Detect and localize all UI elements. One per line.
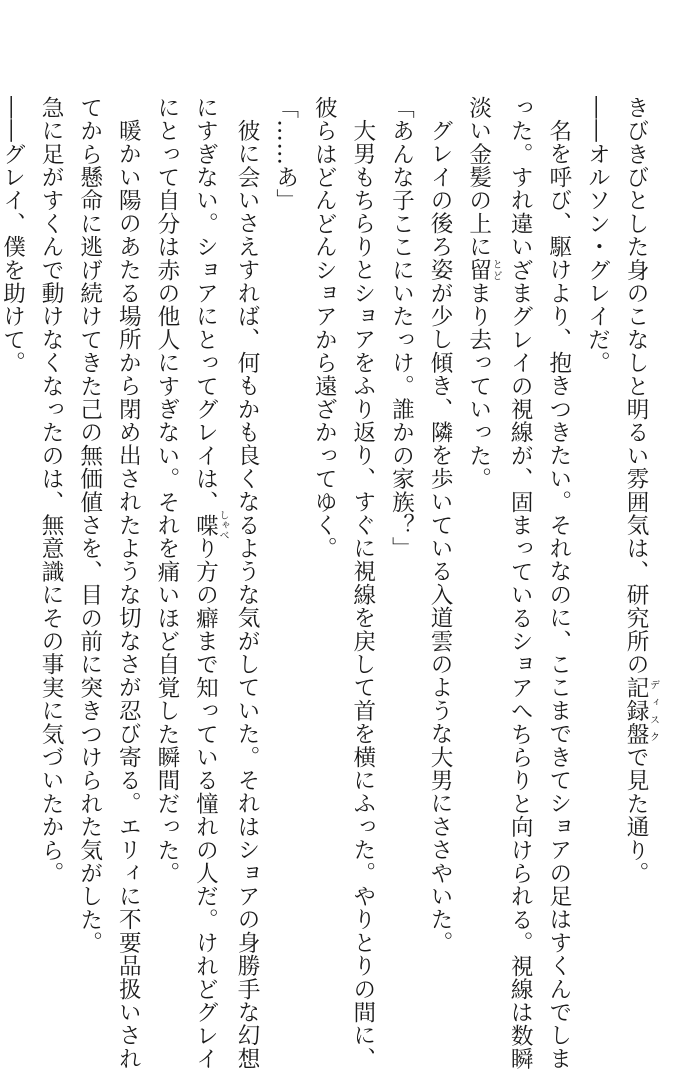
text-line: 急に足がすくんで動けなくなったのは、無意識にその事実に気づいたから。 xyxy=(38,96,65,885)
ruby-annotation: 記録盤ディスク xyxy=(623,676,659,746)
text-line: にとって自分は赤の他人にすぎない。それを痛いほど自覚した瞬間だった。 xyxy=(153,96,180,885)
text-line: 大男もちらりとショアをふり返り、すぐに視線を戻して首を横にふった。やりとりの間に、 xyxy=(349,118,376,1070)
text-line: 彼に会いさえすれば、何もかも良くなるような気がしていた。それはショアの身勝手な幻想 xyxy=(234,118,261,1070)
dialogue-line: 「……あ」 xyxy=(272,96,299,212)
text-line: 名を呼び、駆けより、抱きつきたい。それなのに、ここまできてショアの足はすくんでしま xyxy=(545,118,572,1070)
ruby-annotation: 留とど xyxy=(465,258,502,282)
dialogue-line: 「あんな子ここにいたっけ。誰かの家族？」 xyxy=(388,96,415,560)
ruby-annotation: 喋しゃべ xyxy=(192,510,228,541)
text-line: てから懸命に逃げ続けてきた己の無価値さを、目の前に突きつけられた気がした。 xyxy=(76,96,103,955)
text-line: った。すれ違いざまグレイの視線が、固まっているショアへちらりと向けられる。視線は数瞬 xyxy=(507,96,534,1070)
vertical-text-block xyxy=(0,96,659,1070)
text-line: ――オルソン・グレイだ。 xyxy=(584,96,611,375)
text-line: 暖かい陽のあたる場所から閉め出されたような切なさが忍び寄る。エリィに不要品扱いされ xyxy=(115,118,142,1070)
text-line: 淡い金髪の上に留とどまり去っていった。 xyxy=(465,96,502,491)
text-line: にすぎない。ショアにとってグレイは、喋しゃべり方の癖まで知っている憧れの人だ。けれどグレイ xyxy=(192,96,228,1070)
text-line: グレイの後ろ姿が少し傾き、隣を歩いている入道雲のような大男にささやいた。 xyxy=(427,118,454,954)
text-line: ――グレイ、僕を助けて。 xyxy=(0,96,26,375)
text-line: きびきびとした身のこなしと明るい雰囲気は、研究所の記録盤ディスクで見た通り。 xyxy=(623,96,659,885)
text-line: 彼らはどんどんショアから遠ざかってゆく。 xyxy=(311,96,338,560)
